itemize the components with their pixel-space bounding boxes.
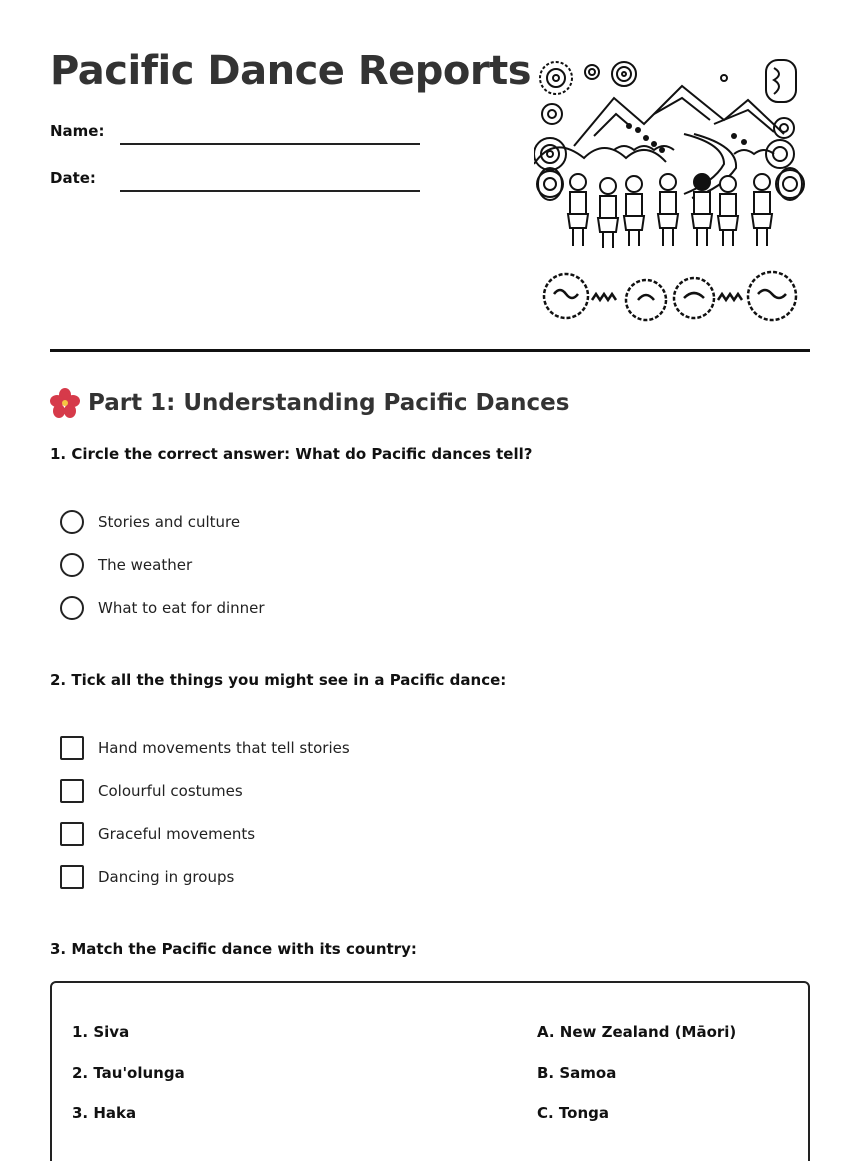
name-field[interactable]	[120, 143, 420, 145]
country-item[interactable]: C. Tonga	[537, 1104, 610, 1122]
name-label: Name:	[50, 122, 105, 140]
q1-option-label: The weather	[98, 556, 193, 574]
country-item[interactable]: A. New Zealand (Māori)	[537, 1023, 737, 1041]
q2-option[interactable]	[60, 779, 243, 803]
dance-item[interactable]: 1. Siva	[72, 1023, 130, 1041]
q2-option[interactable]	[60, 865, 234, 889]
checkbox[interactable]	[60, 779, 84, 803]
q1-option[interactable]	[60, 510, 240, 534]
q1-option[interactable]	[60, 596, 265, 620]
dance-item[interactable]: 2. Tau'olunga	[72, 1064, 185, 1082]
q1-option-label: What to eat for dinner	[98, 599, 265, 617]
country-item[interactable]: B. Samoa	[537, 1064, 617, 1082]
date-field[interactable]	[120, 190, 420, 192]
pacific-dancers-illustration	[534, 54, 806, 322]
checkbox[interactable]	[60, 822, 84, 846]
q2-option[interactable]	[60, 822, 255, 846]
dance-item[interactable]: 3. Haka	[72, 1104, 137, 1122]
matching-box	[50, 981, 810, 1161]
radio-circle[interactable]	[60, 596, 84, 620]
page-title: Pacific Dance Reports	[50, 48, 532, 94]
section-divider	[50, 349, 810, 352]
q1-option[interactable]	[60, 553, 192, 577]
q2-option-label: Hand movements that tell stories	[98, 739, 350, 757]
checkbox[interactable]	[60, 736, 84, 760]
part-1-heading	[50, 388, 569, 418]
q2-option[interactable]	[60, 736, 350, 760]
radio-circle[interactable]	[60, 510, 84, 534]
question-1: 1. Circle the correct answer: What do Pacific dances tell?	[50, 445, 533, 463]
q2-option-label: Graceful movements	[98, 825, 256, 843]
date-label: Date:	[50, 169, 96, 187]
hibiscus-icon	[50, 388, 80, 418]
checkbox[interactable]	[60, 865, 84, 889]
radio-circle[interactable]	[60, 553, 84, 577]
question-3: 3. Match the Pacific dance with its country:	[50, 940, 417, 958]
q2-option-label: Dancing in groups	[98, 868, 235, 886]
q1-option-label: Stories and culture	[98, 513, 241, 531]
question-2: 2. Tick all the things you might see in a Pacific dance:	[50, 671, 507, 689]
part-1-title: Part 1: Understanding Pacific Dances	[88, 390, 570, 416]
q2-option-label: Colourful costumes	[98, 782, 243, 800]
